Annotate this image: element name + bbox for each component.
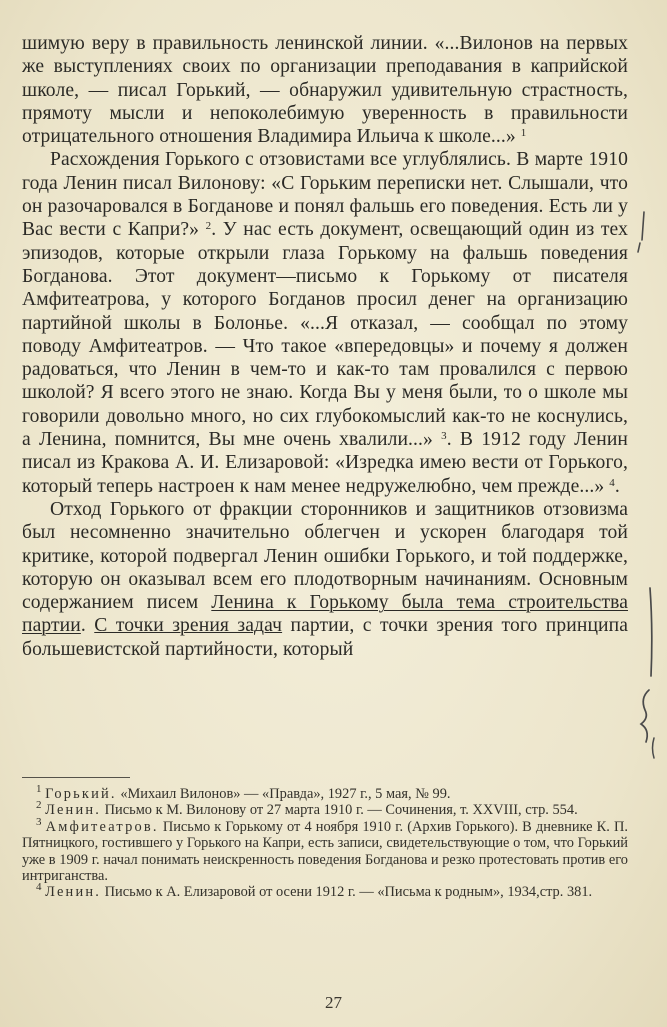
footnote-number: 4	[36, 881, 42, 894]
footnote-author: Ленин.	[45, 802, 102, 819]
footnote-ref-3[interactable]: 3	[441, 430, 447, 443]
paragraph-3-text-b: .	[80, 615, 95, 637]
footnote-author: Горький.	[45, 786, 117, 802]
pencil-underlined-phrase-2: С точки зрения задач	[94, 615, 283, 637]
page-number: 27	[325, 993, 342, 1012]
paragraph-2-text-c: . В 1912 году Ленин писал из Кракова А. И. Елизаровой: «Изредка имею вести от Горького, который теперь настроен к нам менее недружелюбно, чем прежде...»	[22, 429, 628, 497]
footnote-separator	[22, 777, 130, 778]
footnotes	[22, 783, 628, 901]
paragraph-2-text-a: Расхождения Горького с отзовистами все углублялись. В марте 1910 года Ленин писал Вилонову: «С Горьким переписки нет. Слышали, что он разочаровался в Богданове и понял фальшь его поведения. Есть ли у Вас вести с Капри?»	[22, 149, 628, 241]
paragraph-1	[22, 32, 628, 148]
footnote-3	[22, 815, 628, 885]
paragraph-2-text-d: .	[614, 475, 620, 497]
paragraph-3	[22, 498, 628, 661]
footnote-4	[22, 881, 628, 901]
footnote-text: Письмо к Горькому от 4 ноября 1910 г. (Архив Горького). В дневнике К. П. Пятницкого, гостившего у Горького на Капри, есть записи, свидетельствующие о том, что Горький уже в 1909 г. начал понимать неискренность поведения Богданова и резко протестовать против его интриганства.	[22, 818, 628, 885]
footnote-author: Амфитеатров.	[45, 818, 159, 835]
footnote-2	[22, 799, 628, 819]
paragraph-3-text-a: Отход Горького от фракции сторонников и защитников отзовизма был несомненно значительно облегчен и ускорен благодаря той критике, которой подвергал Ленин ошибки Горького, и той поддержке, которую он оказывал всем его плодотворным начинаниям. Основным содержанием писем	[22, 498, 628, 614]
pencil-margin-mark-top	[638, 212, 644, 252]
paragraph-3-text-c: партии, с точки зрения того принципа большевистской партийности, который	[22, 615, 628, 660]
main-text	[22, 32, 628, 661]
pencil-underlined-phrase-1: Ленина к Горькому была тема строительства партии	[22, 592, 628, 637]
footnote-author: Ленин.	[45, 884, 102, 901]
footnote-number: 3	[36, 815, 42, 828]
paragraph-2	[22, 148, 628, 497]
footnote-text: Письмо к А. Елизаровой от осени 1912 г. — «Письма к родным», 1934,стр. 381.	[101, 884, 593, 901]
pencil-margin-bar	[650, 588, 652, 676]
footnote-number: 2	[36, 799, 42, 812]
footnote-ref-1[interactable]: 1	[520, 127, 527, 140]
footnote-number: 1	[36, 783, 42, 795]
footnote-ref-2[interactable]: 2	[205, 220, 212, 233]
pencil-margin-stroke-bottom	[653, 738, 655, 758]
footnote-text: Письмо к М. Вилонову от 27 марта 1910 г. — Сочинения, т. XXVIII, стр. 554.	[101, 802, 578, 819]
footnote-1	[22, 783, 628, 802]
footnote-text: «Михаил Вилонов» — «Правда», 1927 г., 5 мая, № 99.	[116, 786, 451, 802]
paragraph-1-text: шимую веру в правильность ленинской линии. «...Вилонов на первых же выступлениях своих по организации преподавания в каприйской школе, — писал Горький, — обнаружил удивительную страстность, прямоту мысли и непоколебимую уверенность в правильности отрицательного отношения Владимира Ильича к школе...»	[22, 33, 628, 148]
pencil-margin-brace	[641, 690, 649, 742]
paragraph-2-text-b: . У нас есть документ, освещающий один из тех эпизодов, которые открыли глаза Горькому на фальшь поведения Богданова. Этот документ—письмо к Горькому от писателя Амфитеатрова, у которого Богданов просил денег на организацию партийной школы в Болонье. «...Я отказал, — сообщал по этому поводу Амфитеатров. — Что такое «впередовцы» и почему я должен радоваться, что Ленин в чем-то и как-то там провалился с первою школой? Я всего этого не знаю. Когда Вы у меня были, то о школе мы говорили довольно много, но сих глубокомыслий как-то не коснулись, а Ленина, помнится, Вы мне очень хвалили...»	[22, 219, 628, 451]
footnote-ref-4[interactable]: 4	[609, 476, 615, 489]
